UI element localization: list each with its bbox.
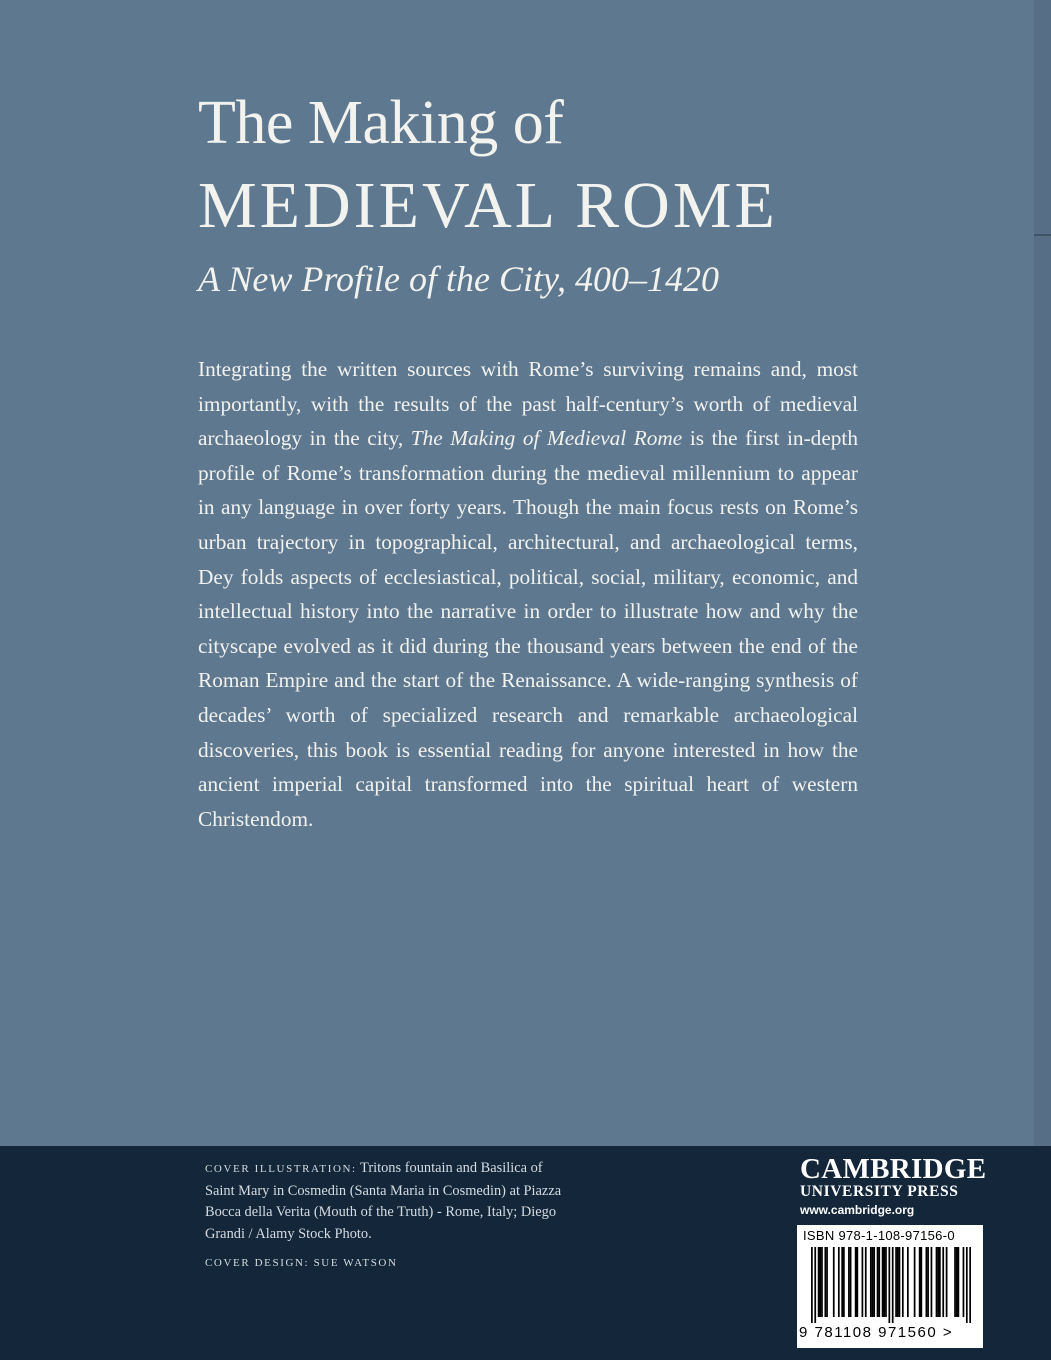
barcode-bar [963, 1247, 965, 1317]
isbn-label: ISBN 978-1-108-97156-0 [803, 1228, 955, 1243]
barcode-bar [956, 1247, 958, 1317]
spine-mark [1034, 234, 1051, 236]
barcode-bar [946, 1247, 948, 1317]
barcode-bar [885, 1247, 887, 1317]
ean-digits: 9 781108 971560 > [799, 1324, 954, 1341]
barcode-bar [954, 1247, 956, 1317]
barcode-bar [811, 1247, 813, 1323]
barcode-bar [914, 1247, 916, 1317]
publisher-url: www.cambridge.org [800, 1203, 915, 1217]
design-credit: COVER DESIGN: SUE WATSON [205, 1257, 398, 1269]
barcode-bar [877, 1247, 879, 1317]
barcode-bar [838, 1247, 840, 1317]
cover-credits [205, 1158, 565, 1275]
barcode-bar [873, 1247, 875, 1317]
blurb-part-1: Integrating the written sources with Rome’s surviving remains and, most importantly, with the results of the past half-century’s worth of medieval archaeology in the city, [198, 357, 858, 451]
barcode-bar [878, 1247, 880, 1317]
barcode-bar [942, 1247, 944, 1317]
barcode-bar [841, 1247, 843, 1317]
blurb-text [198, 352, 858, 836]
barcode-bar [848, 1247, 850, 1317]
barcode-bar [892, 1247, 894, 1323]
barcode-bar [919, 1247, 921, 1317]
barcode-bar [931, 1247, 933, 1317]
barcode-bar [862, 1247, 864, 1317]
illustration-credit [205, 1158, 565, 1245]
publisher-press: UNIVERSITY PRESS [800, 1183, 959, 1200]
barcode-bar [907, 1247, 909, 1317]
barcode-bar [814, 1247, 816, 1323]
barcode-bar [872, 1247, 874, 1317]
barcode-bar [899, 1247, 901, 1317]
publisher-name: CAMBRIDGE [800, 1153, 987, 1185]
barcode-bar [882, 1247, 884, 1317]
barcode-bar [856, 1247, 858, 1317]
publisher-logo [800, 1155, 990, 1219]
barcode-bar [818, 1247, 820, 1317]
barcode-bar [936, 1247, 938, 1317]
barcode-bar [927, 1247, 929, 1317]
subtitle: A New Profile of the City, 400–1420 [198, 259, 719, 299]
barcode-bar [855, 1247, 857, 1317]
barcode-bar [958, 1247, 960, 1317]
illustration-label: COVER ILLUSTRATION: [205, 1163, 357, 1175]
barcode-bar [926, 1247, 928, 1317]
illustration-text: Tritons fountain and Basilica of Saint Mary in Cosmedin (Santa Maria in Cosmedin) at Piazza Bocca della Verita (Mouth of the Truth) - Rome, Italy; Diego Grandi / Alamy Stock Photo. [205, 1160, 562, 1242]
barcode-bar [821, 1247, 823, 1317]
barcode-bar [902, 1247, 904, 1317]
barcode-bar [850, 1247, 852, 1317]
barcode-bar [865, 1247, 867, 1317]
barcode-box [797, 1225, 983, 1348]
barcode-bar [920, 1247, 922, 1317]
blurb-part-2: is the first in-depth profile of Rome’s transformation during the medieval millennium to appear in any language in over forty years. Though the main focus rests on Rome’s urban trajectory in topographical, architectural, and archaeological terms, Dey folds aspects of ecclesiastical, political, social, military, economic, and intellectual history into the narrative in order to illustrate how and why the cityscape evolved as it did during the thousand years between the end of the Roman Empire and the start of the Renaissance. A wide-ranging synthesis of decades’ worth of specialized research and remarkable archaeological discoveries, this book is essential reading for anyone interested in how the ancient imperial capital transformed into the spiritual heart of western Christendom. [198, 426, 858, 831]
barcode-bar [870, 1247, 872, 1317]
barcode-bar [937, 1247, 939, 1317]
barcode-bar [969, 1247, 971, 1323]
title-line-1: The Making of [198, 89, 564, 157]
barcode-bar [888, 1247, 890, 1323]
barcode-bar [826, 1247, 828, 1317]
barcode-bar [895, 1247, 897, 1317]
barcode-bar [819, 1247, 821, 1317]
footer-band [0, 1146, 1051, 1360]
barcode-bar [939, 1247, 941, 1317]
blurb-book-title: The Making of Medieval Rome [410, 426, 683, 451]
barcode-icon [811, 1247, 971, 1323]
barcode-bar [843, 1247, 845, 1317]
title-line-2: MEDIEVAL ROME [198, 169, 778, 242]
barcode-bar [833, 1247, 835, 1317]
barcode-bar [824, 1247, 826, 1317]
barcode-bar [883, 1247, 885, 1317]
barcode-bar [966, 1247, 968, 1323]
barcode-bar [897, 1247, 899, 1317]
